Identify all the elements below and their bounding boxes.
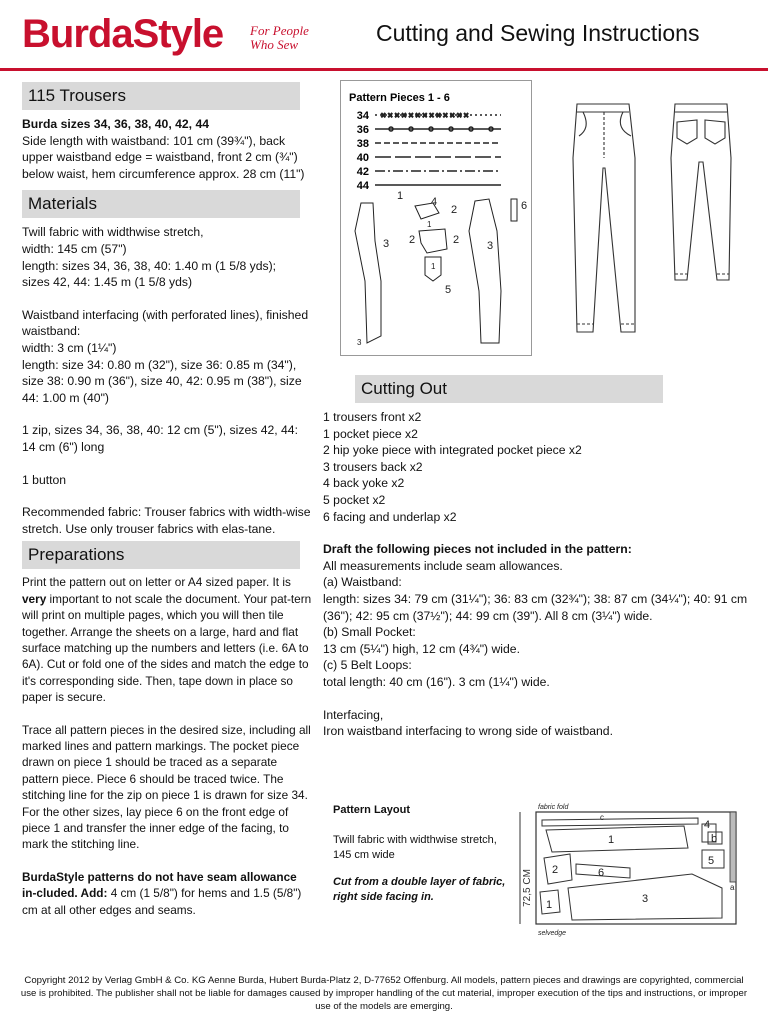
piece-label: 2 [409, 234, 416, 246]
draft-heading: Draft the following pieces not included in the pattern: [323, 542, 632, 557]
piece-label: 6 [521, 200, 528, 212]
pattern-pieces-title: Pattern Pieces 1 - 6 [349, 92, 450, 104]
preparations-paragraph-1: Print the pattern out on letter or A4 sized paper. It is very important to not scale the document. Your pat-tern will print on multiple pages, which you will then tile together. Arrange the sheets on a large, hard and flat surface matching up the numbers and letters (i.e. 6A to 6A). Cut or fold one of the sides and match the edge to it's corresponding side. Then, tape down in place so paper is secure. [22, 575, 312, 705]
logo-tagline [250, 24, 309, 52]
section-preparations-heading: Preparations [22, 541, 300, 569]
layout-piece-label: b [711, 833, 718, 845]
section-cutting-out-heading: Cutting Out [355, 375, 663, 403]
piece-label: 2 [453, 234, 460, 246]
cutting-list-item: 4 back yoke x2 [323, 476, 405, 491]
preparations-paragraph-2: Trace all pattern pieces in the desired size, including all marked lines and pattern markings. The pocket piece drawn on piece 1 should be traced as a separate pattern piece. Piece 6 should be traced twice. The stitching line for the zip on piece 1 is drawn for size 34. For the other sizes, lay piece 6 on the front edge of piece 1 and transfer the inner edge of the facing, to mark the stitching line. [22, 722, 311, 852]
layout-piece-label: a [730, 883, 735, 892]
header-rule [0, 68, 768, 71]
piece-label: 3 [487, 240, 494, 252]
tagline-line-1: For People [250, 23, 309, 38]
size-label: 42 [356, 166, 369, 178]
materials-body [22, 224, 312, 537]
materials-line: Recommended fabric: Trouser fabrics with width-wise stretch. Use only trouser fabrics with elas-tane. [22, 505, 311, 536]
left-column [22, 82, 312, 918]
cutting-list-item: 5 pocket x2 [323, 492, 386, 507]
preparations-body [22, 574, 312, 918]
piece-label: 5 [445, 284, 452, 296]
tagline-line-2: Who Sew [250, 37, 299, 52]
layout-dimension: 72,5 CM [522, 869, 533, 907]
piece-label: 4 [431, 196, 438, 208]
fabric-fold-label: fabric fold [538, 804, 569, 811]
pattern-layout-fabric: Twill fabric with widthwise stretch, 145 cm wide [333, 833, 497, 861]
cutting-list-item: 6 facing and underlap x2 [323, 509, 457, 524]
interfacing-text: Iron waistband interfacing to wrong side of waistband. [323, 724, 613, 739]
copyright-footer: Copyright 2012 by Verlag GmbH & Co. KG Aenne Burda, Hubert Burda-Platz 2, D-77652 Offenburg. All models, pattern pieces and drawings are copyrighted, commercial use is prohibited. The publisher shall not be liable for damages caused by improper handling of the cut material, improper execution of the tips and instructions, or improper use of the models are emerging. [20, 975, 748, 1012]
piece-label: 1 [431, 262, 436, 271]
piece-label: 3 [383, 238, 390, 250]
size-label: 40 [356, 152, 369, 164]
trousers-sizes: Burda sizes 34, 36, 38, 40, 42, 44 [22, 117, 209, 131]
selvedge-label: selvedge [538, 930, 567, 937]
draft-line: 13 cm (5¼") high, 12 cm (4¾") wide. [323, 641, 520, 656]
pattern-layout-svg [512, 798, 748, 948]
draft-line: (c) 5 Belt Loops: [323, 658, 412, 673]
materials-line: sizes 42, 44: 1.45 m (1 5/8 yds) [22, 275, 193, 290]
pattern-layout-text [333, 802, 508, 905]
preparations-paragraph-3: BurdaStyle patterns do not have seam allowance in-cluded. Add: 4 cm (1 5/8") for hems and 1.5 (5/8") cm at all other edges and seams. [22, 869, 302, 917]
cutting-list-item: 2 hip yoke piece with integrated pocket piece x2 [323, 443, 582, 458]
page-title: Cutting and Sewing Instructions [376, 20, 700, 46]
cutting-list-item: 1 pocket piece x2 [323, 426, 418, 441]
layout-piece-label: 1 [546, 899, 553, 911]
materials-line: width: 145 cm (57") [22, 241, 127, 256]
cutting-list-item: 3 trousers back x2 [323, 459, 423, 474]
pattern-layout-diagram [512, 798, 748, 948]
section-trousers-heading: 115 Trousers [22, 82, 300, 110]
size-label: 38 [356, 138, 369, 150]
pattern-piece-shapes [355, 199, 517, 343]
cutting-list [323, 409, 748, 525]
layout-piece-label: 4 [704, 819, 711, 831]
draft-line: All measurements include seam allowances. [323, 558, 563, 573]
layout-piece-label: 6 [598, 867, 605, 879]
size-label: 44 [356, 180, 369, 192]
materials-line: width: 3 cm (1¼") [22, 340, 117, 355]
trousers-illustration [565, 98, 745, 338]
draft-line: total length: 40 cm (16"). 3 cm (1¼") wide. [323, 674, 550, 689]
layout-piece-label: 5 [708, 855, 715, 867]
materials-line: length: sizes 34, 36, 38, 40: 1.40 m (1 5/8 yds); [22, 258, 277, 273]
cutting-list-item: 1 trousers front x2 [323, 410, 422, 424]
size-label: 34 [356, 110, 369, 122]
interfacing-heading: Interfacing, [323, 707, 384, 722]
layout-piece-label: 3 [642, 893, 649, 905]
section-materials-heading: Materials [22, 190, 300, 218]
draft-line: length: sizes 34: 79 cm (31¼"); 36: 83 cm (32¾"); 38: 87 cm (34¼"); 40: 91 cm (36"); 42: 95 cm (37½"); 44: 99 cm (39"). All 8 cm (3¼") wide. [323, 591, 748, 623]
trousers-illustration-svg [565, 98, 745, 338]
pattern-pieces-svg [341, 81, 531, 355]
layout-piece-label: 1 [608, 834, 615, 846]
pattern-pieces-figure [340, 80, 532, 356]
layout-piece-label: 2 [552, 864, 559, 876]
materials-line: 1 zip, sizes 34, 36, 38, 40: 12 cm (5"), sizes 42, 44: 14 cm (6") long [22, 423, 298, 454]
size-line-legend [375, 111, 501, 185]
draft-line: (b) Small Pocket: [323, 625, 416, 640]
materials-line: Waistband interfacing (with perforated lines), finished waistband: [22, 307, 309, 339]
materials-line: Twill fabric with widthwise stretch, [22, 225, 204, 240]
materials-line: 1 button [22, 472, 67, 487]
piece-label: 2 [451, 204, 458, 216]
size-label: 36 [356, 124, 369, 136]
burdastyle-logo: BurdaStyle [22, 12, 224, 56]
piece-label: 1 [397, 190, 404, 202]
pattern-layout-instruction: Cut from a double layer of fabric, right side facing in. [333, 875, 506, 903]
cutting-out-section [323, 375, 748, 740]
piece-label: 3 [357, 338, 362, 347]
trousers-description: Side length with waistband: 101 cm (39¾"), back upper waistband edge = waistband, front 2 cm (¾") below waist, hem circumference approx. 28 cm (11") [22, 133, 305, 181]
pattern-layout-title: Pattern Layout [333, 804, 411, 816]
svg-text:× × × × × × × × × × × × ×: × × × × × × × × × × × × × [381, 111, 469, 120]
piece-label: 1 [427, 220, 432, 229]
materials-line: length: size 34: 0.80 m (32"), size 36: 0.85 m (34"), size 38: 0.90 m (36"), size 40, 42: 0.95 m (38"), size 44: 1.00 m (40") [22, 357, 302, 405]
draft-line: (a) Waistband: [323, 575, 402, 590]
layout-piece-label: c [600, 813, 604, 822]
